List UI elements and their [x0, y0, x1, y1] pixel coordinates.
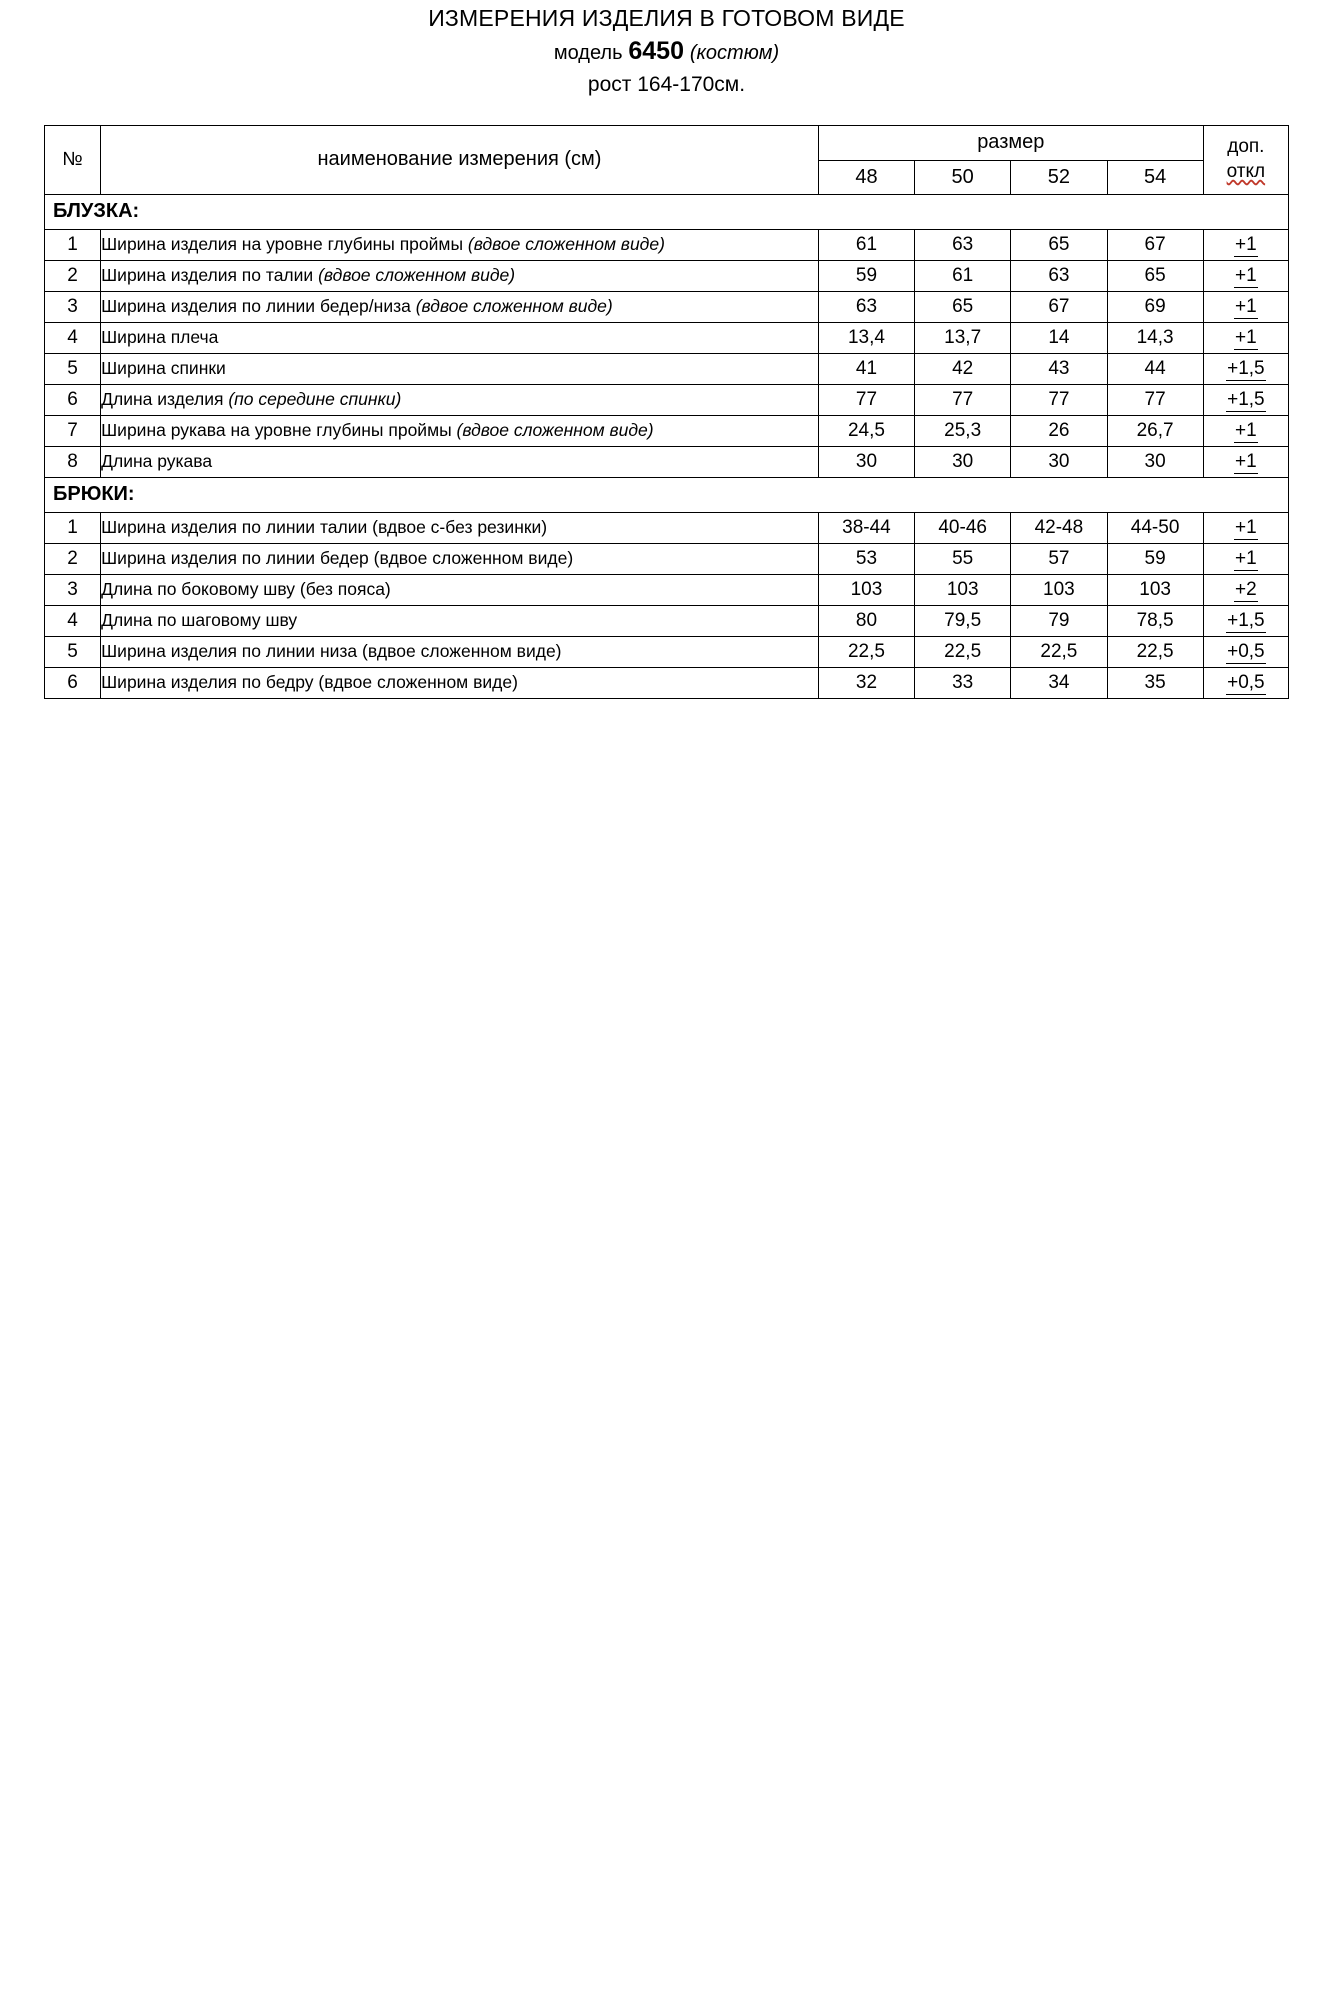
table-row — [45, 636, 1289, 667]
row-value-54: 14,3 — [1107, 322, 1203, 353]
row-name-text: Ширина рукава на уровне глубины проймы — [101, 420, 457, 441]
row-name-text: Ширина изделия по линии талии (вдвое с-без резинки) — [101, 517, 548, 538]
model-number: 6450 — [628, 36, 684, 65]
row-name-text: Ширина изделия по линии бедер (вдвое сложенном виде) — [101, 548, 574, 569]
row-value-52: 22,5 — [1011, 636, 1107, 667]
header-size-54: 54 — [1107, 160, 1203, 194]
document-page — [0, 0, 1333, 699]
row-deviation-value: +1 — [1235, 264, 1257, 286]
row-value-48: 59 — [818, 260, 914, 291]
row-value-50: 79,5 — [915, 605, 1011, 636]
section-header-row — [45, 194, 1289, 229]
table-row — [45, 605, 1289, 636]
row-value-48: 63 — [818, 291, 914, 322]
row-deviation — [1203, 229, 1288, 260]
row-name-text: Ширина изделия по линии бедер/низа — [101, 296, 416, 317]
row-value-52: 65 — [1011, 229, 1107, 260]
height-range: рост 164-170см. — [587, 72, 746, 96]
row-value-52: 14 — [1011, 322, 1107, 353]
row-value-54: 26,7 — [1107, 415, 1203, 446]
row-deviation-value: +1 — [1235, 516, 1257, 538]
row-deviation-value: +1,5 — [1227, 388, 1265, 410]
row-value-54: 44 — [1107, 353, 1203, 384]
row-name — [101, 322, 819, 353]
row-name — [101, 636, 819, 667]
row-name — [101, 291, 819, 322]
row-value-54: 69 — [1107, 291, 1203, 322]
row-value-50: 30 — [915, 446, 1011, 477]
table-row — [45, 446, 1289, 477]
row-deviation-value: +1 — [1235, 295, 1257, 317]
row-value-54: 77 — [1107, 384, 1203, 415]
row-number: 2 — [45, 260, 101, 291]
row-value-50: 61 — [915, 260, 1011, 291]
row-name — [101, 605, 819, 636]
row-name — [101, 415, 819, 446]
row-number: 5 — [45, 353, 101, 384]
row-value-48: 53 — [818, 543, 914, 574]
row-name — [101, 260, 819, 291]
row-name — [101, 353, 819, 384]
document-header — [0, 0, 1333, 99]
table-row — [45, 415, 1289, 446]
section-title-bluzka: БЛУЗКА: — [45, 194, 1289, 229]
table-row — [45, 574, 1289, 605]
row-number: 6 — [45, 667, 101, 698]
row-name-text: Длина рукава — [101, 451, 213, 472]
row-name-note: (по середине спинки) — [228, 389, 402, 410]
row-value-48: 32 — [818, 667, 914, 698]
table-row — [45, 353, 1289, 384]
row-value-52: 67 — [1011, 291, 1107, 322]
table-row — [45, 512, 1289, 543]
row-name — [101, 384, 819, 415]
row-name-text: Ширина изделия по бедру (вдвое сложенном виде) — [101, 672, 518, 693]
row-deviation-value: +1 — [1235, 450, 1257, 472]
row-name-text: Ширина изделия по талии — [101, 265, 319, 286]
row-value-50: 33 — [915, 667, 1011, 698]
table-row — [45, 229, 1289, 260]
row-deviation — [1203, 667, 1288, 698]
table-row — [45, 260, 1289, 291]
model-label: модель — [553, 41, 623, 64]
measurements-table-wrap — [0, 125, 1333, 699]
row-deviation — [1203, 574, 1288, 605]
row-value-50: 55 — [915, 543, 1011, 574]
row-name — [101, 574, 819, 605]
row-value-52: 34 — [1011, 667, 1107, 698]
row-deviation — [1203, 543, 1288, 574]
header-size-group: размер — [818, 125, 1203, 160]
table-body — [45, 194, 1289, 698]
row-value-48: 13,4 — [818, 322, 914, 353]
header-size-48: 48 — [818, 160, 914, 194]
row-number: 1 — [45, 512, 101, 543]
row-value-52: 103 — [1011, 574, 1107, 605]
row-value-52: 79 — [1011, 605, 1107, 636]
header-measurement-name: наименование измерения (см) — [101, 125, 819, 194]
row-number: 2 — [45, 543, 101, 574]
row-number: 3 — [45, 291, 101, 322]
row-value-48: 103 — [818, 574, 914, 605]
row-value-54: 44-50 — [1107, 512, 1203, 543]
row-value-48: 61 — [818, 229, 914, 260]
row-deviation — [1203, 291, 1288, 322]
row-value-52: 42-48 — [1011, 512, 1107, 543]
row-deviation — [1203, 322, 1288, 353]
row-value-48: 24,5 — [818, 415, 914, 446]
row-name-note: (вдвое сложенном виде) — [467, 234, 665, 255]
row-value-50: 13,7 — [915, 322, 1011, 353]
row-deviation-value: +1,5 — [1227, 609, 1265, 631]
header-number: № — [45, 125, 101, 194]
row-value-48: 30 — [818, 446, 914, 477]
row-value-50: 103 — [915, 574, 1011, 605]
row-name — [101, 512, 819, 543]
row-value-48: 38-44 — [818, 512, 914, 543]
row-value-52: 30 — [1011, 446, 1107, 477]
row-name — [101, 667, 819, 698]
row-name-note: (вдвое сложенном виде) — [415, 296, 613, 317]
row-name-text: Ширина изделия на уровне глубины проймы — [101, 234, 468, 255]
row-deviation — [1203, 415, 1288, 446]
row-value-50: 40-46 — [915, 512, 1011, 543]
row-name-note: (вдвое сложенном виде) — [456, 420, 654, 441]
row-deviation-value: +1 — [1235, 233, 1257, 255]
row-value-50: 65 — [915, 291, 1011, 322]
row-number: 6 — [45, 384, 101, 415]
table-head — [45, 125, 1289, 194]
table-row — [45, 543, 1289, 574]
row-deviation — [1203, 446, 1288, 477]
row-name-text: Ширина спинки — [101, 358, 226, 379]
row-name-note: (вдвое сложенном виде) — [318, 265, 516, 286]
header-deviation-line1: доп. — [1227, 136, 1265, 158]
row-name-text: Длина по шаговому шву — [101, 610, 298, 631]
row-deviation — [1203, 605, 1288, 636]
row-value-54: 67 — [1107, 229, 1203, 260]
row-value-52: 26 — [1011, 415, 1107, 446]
table-row — [45, 322, 1289, 353]
table-row — [45, 667, 1289, 698]
row-deviation-value: +1 — [1235, 419, 1257, 441]
row-deviation-value: +2 — [1235, 578, 1257, 600]
header-size-52: 52 — [1011, 160, 1107, 194]
row-value-50: 22,5 — [915, 636, 1011, 667]
section-header-row — [45, 477, 1289, 512]
header-size-50: 50 — [915, 160, 1011, 194]
row-value-50: 77 — [915, 384, 1011, 415]
row-value-54: 103 — [1107, 574, 1203, 605]
row-number: 4 — [45, 605, 101, 636]
row-number: 1 — [45, 229, 101, 260]
row-value-50: 63 — [915, 229, 1011, 260]
row-deviation — [1203, 384, 1288, 415]
table-header-row-1 — [45, 125, 1289, 160]
model-line — [0, 35, 1333, 69]
row-number: 4 — [45, 322, 101, 353]
row-value-54: 30 — [1107, 446, 1203, 477]
header-deviation — [1203, 125, 1288, 194]
row-value-48: 22,5 — [818, 636, 914, 667]
table-row — [45, 384, 1289, 415]
row-deviation-value: +0,5 — [1227, 640, 1265, 662]
measurements-table — [44, 125, 1289, 699]
row-value-54: 59 — [1107, 543, 1203, 574]
row-value-50: 25,3 — [915, 415, 1011, 446]
row-value-50: 42 — [915, 353, 1011, 384]
row-value-54: 65 — [1107, 260, 1203, 291]
row-name-text: Длина изделия — [101, 389, 229, 410]
row-deviation-value: +1 — [1235, 326, 1257, 348]
row-name-text: Ширина изделия по линии низа (вдвое сложенном виде) — [101, 641, 562, 662]
row-value-52: 63 — [1011, 260, 1107, 291]
page-title: ИЗМЕРЕНИЯ ИЗДЕЛИЯ В ГОТОВОМ ВИДЕ — [428, 5, 905, 31]
row-deviation — [1203, 512, 1288, 543]
row-value-54: 35 — [1107, 667, 1203, 698]
row-number: 7 — [45, 415, 101, 446]
row-value-48: 80 — [818, 605, 914, 636]
row-number: 3 — [45, 574, 101, 605]
row-number: 5 — [45, 636, 101, 667]
row-value-48: 77 — [818, 384, 914, 415]
row-deviation — [1203, 636, 1288, 667]
row-value-52: 43 — [1011, 353, 1107, 384]
row-value-52: 77 — [1011, 384, 1107, 415]
row-name — [101, 446, 819, 477]
row-name — [101, 229, 819, 260]
header-deviation-line2: откл — [1226, 160, 1266, 182]
row-name — [101, 543, 819, 574]
section-title-bryuki: БРЮКИ: — [45, 477, 1289, 512]
row-value-54: 22,5 — [1107, 636, 1203, 667]
table-row — [45, 291, 1289, 322]
row-deviation-value: +1 — [1235, 547, 1257, 569]
row-value-48: 41 — [818, 353, 914, 384]
row-value-52: 57 — [1011, 543, 1107, 574]
row-deviation — [1203, 353, 1288, 384]
model-note: (костюм) — [689, 41, 780, 64]
row-deviation-value: +1,5 — [1227, 357, 1265, 379]
row-name-text: Длина по боковому шву (без пояса) — [101, 579, 391, 600]
row-deviation-value: +0,5 — [1227, 671, 1265, 693]
row-value-54: 78,5 — [1107, 605, 1203, 636]
row-deviation — [1203, 260, 1288, 291]
row-number: 8 — [45, 446, 101, 477]
row-name-text: Ширина плеча — [101, 327, 219, 348]
